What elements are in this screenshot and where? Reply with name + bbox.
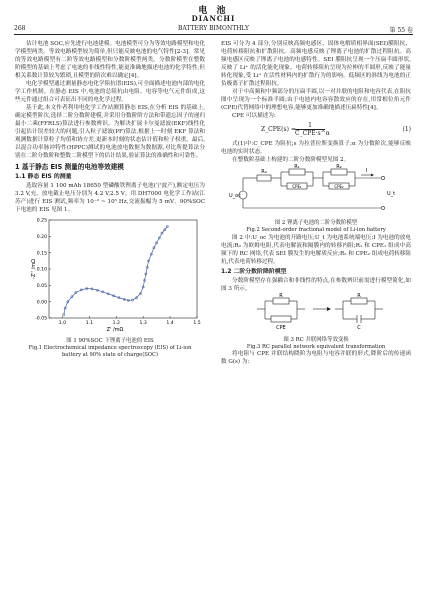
fig2-label-uoc: U_oc bbox=[229, 193, 241, 199]
plot-frame bbox=[49, 220, 197, 318]
fig2-label-r1: R₁ bbox=[294, 164, 300, 170]
model-description: 图 2 中:U_oc 为电池的开路电压;U_t 为电池系统端电压;I 为电池的放电电流;R₀ 为欧姆电阻,代表电解液和隔膜内的转移内阻;R₁ 和 CPE₁ 组成中高频下的 RC 网络,代表 SEI 膜发生的电解质反应;R₂ 和 CPE₂ 组成电荷转移阻抗,代表电荷转移过程。 bbox=[221, 234, 411, 265]
fig2-label-cpe1: CPE₁ bbox=[292, 183, 302, 189]
eq1-explanation: 式(1)中:C_CPE 为阻抗;s 为拉普拉斯变换算子;α 为分数阶次,能够反映电池的实时状态。 bbox=[221, 141, 411, 155]
method-paragraph: 选取容量 1 100 mAh 18650 型磷酸铁锂离子电池(宁波产),额定电压为 3.2 V,充、放电截止电压分别为 4.2 V,2.5 V。用 DH7000 电化学工作站(江苏产)进行 EIS 测试,频率为 10⁻² ~ 10⁵ Hz,交流振幅为 5 mV。90%SOC 下电池的 EIS 见图 1。 bbox=[15, 183, 205, 213]
cpe-paragraph: 对于中高频和中频部分的压扁半圆,以一对并联的电阻和电容代表,在阻抗图中呈现为一个标准半圆;由于电池内电容容散效应的存在,用常相位角元件(CPE)代替网络中的理想电容,能够更加准确地描述压扁特性[4]。 bbox=[221, 89, 411, 111]
series-line bbox=[64, 227, 168, 315]
fig3-label-r-right: R bbox=[357, 292, 361, 299]
fig1-caption-en-1: Fig.1 Electrochemical impedance spectroscopy (EIS) of Li-ion bbox=[28, 345, 192, 351]
x-tick-label: 1.2 bbox=[112, 321, 120, 326]
eq1-fraction bbox=[295, 122, 330, 137]
figure-3 bbox=[221, 293, 411, 351]
fig2-label-cpe2: CPE₂ bbox=[334, 183, 344, 189]
left-column bbox=[15, 40, 205, 358]
journal-line: BATTERY BIMONTHLY bbox=[178, 25, 249, 32]
section-heading-1: 1 基于静态 EIS 测量的电池等效建模 bbox=[15, 163, 124, 171]
fig1-ylabel: -Z'' /mΩ bbox=[31, 259, 37, 279]
fig3-label-cpe: CPE bbox=[276, 324, 286, 331]
figure-1 bbox=[15, 214, 205, 358]
intro-paragraph-2: 电化学模型通过测量静态电化学阻抗谱(EIS),可全面描述电池内部的电化学工作机制。在静态 EIS 中,电池的总阻抗由电阻、电容等电气元件组成,这些元件通过组合可表征出不同的电化学过程。 bbox=[15, 81, 205, 103]
page-number: 268 bbox=[14, 25, 26, 32]
y-tick-label: 0.10 bbox=[36, 267, 47, 273]
x-tick-label: 1.1 bbox=[85, 321, 94, 326]
y-tick-label: 0.15 bbox=[36, 251, 47, 257]
transfer-function-paragraph: 将电阻与 CPE 并联结构降阶为电阻与电容并联的形式,降阶后的传递函数 G(s) 为: bbox=[221, 351, 411, 365]
subsection-heading-1-2: 1.2 二阶分数阶降阶模型 bbox=[221, 268, 287, 275]
y-tick-label: 0.05 bbox=[36, 283, 47, 289]
fig2-label-r2: R₂ bbox=[336, 164, 342, 170]
eq1-numerator: 1 bbox=[295, 123, 325, 130]
second-order-model-circuit bbox=[221, 164, 411, 216]
model-intro: 在整数阶基础上构建的二阶分数阶模型见图 2。 bbox=[232, 157, 350, 163]
fig3-label-c: C bbox=[357, 324, 361, 331]
x-tick-label: 1.3 bbox=[139, 321, 147, 326]
running-header bbox=[14, 25, 413, 35]
intro-paragraph-3: 基于此,本文作者利用电化学工作站测算静态 EIS,在分析 EIS 的基础上,确定模型阶次,选择二阶分数阶建模,并采用分数阶阶方法和带遗忘因子的递归最小二乘(FFRLS)算法进行参数辨识。为解决扩展卡尔曼滤波(EKF)线性化引起估计误差较大的问题,引入粒子滤波(PF)算法,根据上一时刻 EKF 算法和观测数据计算粒子均值和协方差,更新本时刻的状态估计值和粒子权重。最后,以混合功率脉冲特性(HPPC)测试的电池放电数据为数据源,对比所提算法分别在二阶分数阶和整数二阶模型下的估计结果,验证算法的准确性和可靠性。 bbox=[15, 105, 205, 159]
eq1-lhs: Z_CPE(s) = bbox=[261, 126, 296, 133]
fig2-caption-en: Fig.2 Second-order fractional model of Li-ion battery bbox=[246, 227, 386, 233]
eq1-denominator: C_CPE·s^α bbox=[295, 130, 330, 137]
right-column bbox=[221, 40, 411, 366]
eq1-number: (1) bbox=[402, 126, 411, 133]
equation-1 bbox=[221, 123, 411, 137]
x-tick-label: 1.4 bbox=[166, 321, 174, 326]
cpe-intro: CPE 可以描述为: bbox=[232, 113, 276, 119]
subsection-heading-1-1: 1.1 静态 EIS 的测量 bbox=[15, 174, 72, 180]
fig1-xlabel: Z' /mΩ bbox=[106, 327, 124, 333]
journal-title-cn: 电 池 bbox=[198, 6, 229, 16]
y-tick-label: 0.00 bbox=[36, 300, 47, 306]
y-tick-label: -0.05 bbox=[35, 316, 47, 322]
y-tick-label: 0.20 bbox=[36, 234, 47, 240]
fig3-label-r-left: R bbox=[279, 292, 283, 299]
fig2-caption-cn: 图 2 锂离子电池的二阶分数阶模型 bbox=[274, 220, 358, 226]
eis-nyquist-plot bbox=[15, 214, 205, 334]
figure-2 bbox=[221, 164, 411, 234]
rc-network-transformation bbox=[221, 293, 411, 333]
y-tick-label: 0.25 bbox=[36, 218, 47, 224]
intro-paragraph-1: 估计电池 SOC,应先进行电池建模。电池模型可分为等效电路模型和电化学模型两类。等效电路模型较为简单,但只能反映电池的电气特性[2-3]。常见的等效电路模型有二阶等效电路模型和分数阶模型两类。分数阶模型在整数阶模型的基础上考虑了电池的非线性特性,能更准确地描述电池的化学特性,但相关系数计算较为繁琐,且模型的阶次难以确定[4]。 bbox=[15, 41, 205, 79]
fig2-label-i: I bbox=[366, 168, 368, 174]
fig2-label-r0: R₀ bbox=[261, 169, 267, 175]
journal-title-en: DIANCHI bbox=[191, 14, 236, 23]
volume-label: 第 55 卷 bbox=[389, 27, 413, 34]
fig3-caption-en: Fig.3 RC parallel network equivalent transformation bbox=[246, 343, 386, 350]
fig3-caption-cn: 图 3 RC 并联网络等效变换 bbox=[283, 336, 349, 343]
eis-analysis-paragraph: EIS 可分为 4 部分,分别反映高频电感区、固体电解质相界面(SEI)膜阻抗、电荷转移阻抗和扩散阻抗。高频电感反映了锂离子电池的扩散过程阻抗。高频电感区反映了锂离子电池的电感特性。SEI 膜阻抗呈现一个压扁半圆形状,反映了 Li⁺ 的活化能化现象。电荷转移阻抗呈现为拉伸的半圆形,反映了能量转化现象,受 Li⁺ 在活性材料内的扩散行为的影响。低频区的斜线为电池的正负极离子扩散过程阻抗。 bbox=[221, 41, 411, 87]
reduction-paragraph: 分数阶模型存在强耦合和非线性的特点,在参数辨识前需进行模型简化,如图 3 所示。 bbox=[221, 277, 411, 292]
fig1-caption-cn: 图 1 90%SOC 下锂离子电池的 EIS bbox=[66, 338, 154, 344]
x-tick-label: 1.0 bbox=[58, 321, 67, 326]
fig2-label-ut: U_t bbox=[387, 191, 396, 197]
x-tick-label: 1.5 bbox=[193, 321, 201, 326]
fig1-caption-en-2: battery at 90% state of charge(SOC) bbox=[61, 351, 159, 358]
